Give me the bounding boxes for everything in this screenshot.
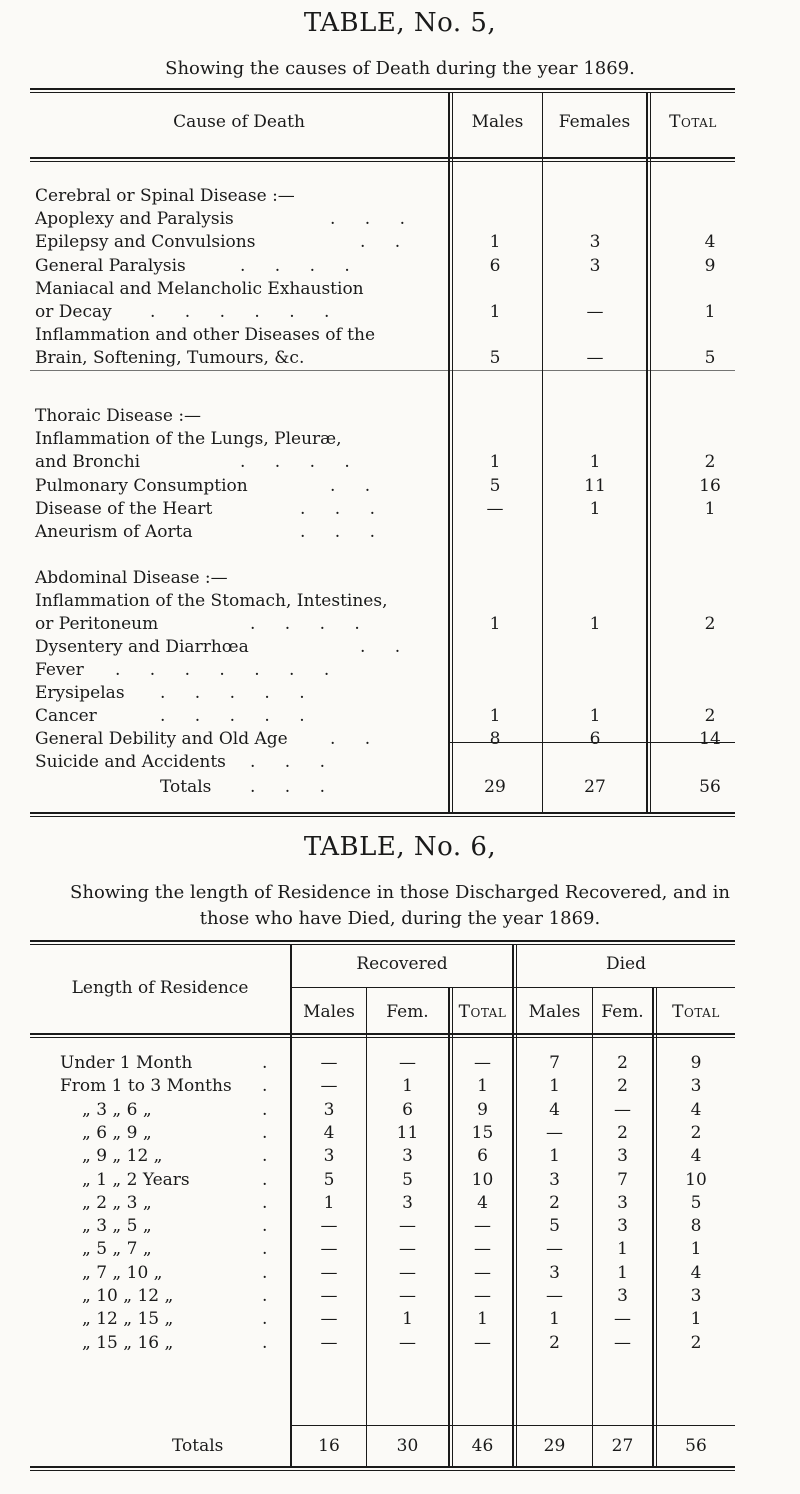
cell-df: 3 bbox=[617, 1286, 628, 1306]
cell-females: — bbox=[586, 302, 604, 322]
row-label: Brain, Softening, Tumours, &c. bbox=[35, 348, 305, 368]
cell-males: 6 bbox=[489, 256, 501, 276]
cell-dt: 4 bbox=[690, 1146, 702, 1166]
row-label: Pulmonary Consumption bbox=[35, 476, 248, 496]
cell-dm: 2 bbox=[549, 1333, 560, 1353]
cell-dm: 1 bbox=[549, 1309, 560, 1329]
row-label: „ 7 „ 10 „ bbox=[82, 1263, 163, 1283]
cell-dm: 3 bbox=[549, 1263, 560, 1283]
header-length-of-residence: Length of Residence bbox=[71, 978, 249, 998]
cell-males: 5 bbox=[489, 348, 501, 368]
row-label: From 1 to 3 Months bbox=[60, 1076, 232, 1096]
cell-rt: — bbox=[474, 1263, 491, 1283]
cell-dm: 5 bbox=[549, 1216, 560, 1236]
cell-dt: 8 bbox=[690, 1216, 702, 1236]
cell-rt: — bbox=[474, 1053, 491, 1073]
cell-rt: — bbox=[474, 1286, 491, 1306]
row-label: Thoraic Disease :— bbox=[35, 406, 202, 426]
table6-subtitle-line2: those who have Died, during the year 1869. bbox=[199, 908, 601, 929]
header-recovered: Recovered bbox=[356, 954, 448, 974]
cell-rt: 4 bbox=[477, 1193, 488, 1213]
cell-total: 14 bbox=[699, 729, 721, 749]
cell-rt: — bbox=[474, 1216, 491, 1236]
table6-subtitle-line1: Showing the length of Residence in those Discharged Recovered, and in bbox=[70, 882, 730, 903]
header-recovered-fem: Fem. bbox=[386, 1002, 429, 1022]
cell-females: 3 bbox=[589, 256, 601, 276]
cell-rf: 1 bbox=[402, 1309, 413, 1329]
cell-df: 2 bbox=[617, 1053, 628, 1073]
totals-died-total: 56 bbox=[685, 1436, 707, 1456]
header-cause-of-death: Cause of Death bbox=[173, 112, 305, 132]
cell-total: 4 bbox=[704, 232, 716, 252]
cell-dt: 10 bbox=[685, 1170, 707, 1190]
cell-rf: 6 bbox=[402, 1100, 413, 1120]
cell-rm: — bbox=[320, 1216, 338, 1236]
totals-recovered-total: 46 bbox=[471, 1436, 494, 1456]
cell-dm: 3 bbox=[549, 1170, 560, 1190]
cell-df: 1 bbox=[617, 1239, 628, 1259]
row-label: General Debility and Old Age bbox=[35, 729, 288, 749]
cell-rf: 11 bbox=[396, 1123, 419, 1143]
cell-total: 16 bbox=[699, 476, 721, 496]
cell-rm: — bbox=[320, 1263, 338, 1283]
cell-df: 3 bbox=[617, 1193, 628, 1213]
cell-total: 1 bbox=[704, 302, 716, 322]
cell-rm: — bbox=[320, 1309, 338, 1329]
cell-dm: — bbox=[546, 1286, 563, 1306]
header-recovered-total: Total bbox=[458, 1002, 507, 1022]
row-label: „ 9 „ 12 „ bbox=[82, 1146, 163, 1166]
cell-females: 1 bbox=[589, 706, 601, 726]
row-label: Erysipelas bbox=[35, 683, 125, 703]
header-males: Males bbox=[471, 112, 524, 132]
header-recovered-males: Males bbox=[303, 1002, 355, 1022]
row-label: Disease of the Heart bbox=[35, 499, 213, 519]
cell-rf: — bbox=[399, 1053, 416, 1073]
cell-total: 2 bbox=[704, 614, 716, 634]
cell-dt: 9 bbox=[690, 1053, 702, 1073]
totals-recovered-males: 16 bbox=[318, 1436, 340, 1456]
row-label: General Paralysis bbox=[35, 256, 186, 276]
cell-df: 3 bbox=[617, 1146, 628, 1166]
cell-total: 2 bbox=[704, 452, 716, 472]
cell-males: 5 bbox=[489, 476, 501, 496]
cell-dm: 7 bbox=[549, 1053, 560, 1073]
cell-rf: — bbox=[399, 1333, 416, 1353]
header-total: Total bbox=[669, 112, 717, 132]
cell-rf: 3 bbox=[402, 1193, 413, 1213]
row-label: Inflammation and other Diseases of the bbox=[35, 325, 376, 345]
cell-dm: 2 bbox=[549, 1193, 560, 1213]
cell-females: 1 bbox=[589, 452, 601, 472]
row-label: or Peritoneum bbox=[35, 614, 159, 634]
row-label: „ 10 „ 12 „ bbox=[82, 1286, 174, 1306]
cell-df: — bbox=[614, 1309, 631, 1329]
row-label: „ 15 „ 16 „ bbox=[82, 1333, 174, 1353]
cell-dt: 5 bbox=[690, 1193, 702, 1213]
cell-dm: 4 bbox=[549, 1100, 560, 1120]
row-label: Under 1 Month bbox=[60, 1053, 193, 1073]
cell-total: 1 bbox=[704, 499, 716, 519]
cell-rt: — bbox=[474, 1239, 491, 1259]
row-label: „ 1 „ 2 Years bbox=[82, 1170, 190, 1190]
cell-females: 6 bbox=[589, 729, 601, 749]
cell-rt: 15 bbox=[471, 1123, 494, 1143]
cell-dt: 4 bbox=[690, 1263, 702, 1283]
row-label: „ 12 „ 15 „ bbox=[82, 1309, 174, 1329]
cell-dm: — bbox=[546, 1239, 563, 1259]
row-label: Suicide and Accidents bbox=[35, 752, 226, 772]
cell-rt: 1 bbox=[477, 1076, 488, 1096]
cell-dt: 3 bbox=[690, 1076, 702, 1096]
cell-rm: 3 bbox=[323, 1100, 335, 1120]
cell-rm: — bbox=[320, 1076, 338, 1096]
row-label: Abdominal Disease :— bbox=[35, 568, 228, 588]
cell-rm: 1 bbox=[323, 1193, 335, 1213]
totals-females: 27 bbox=[584, 777, 606, 797]
table5-title: TABLE, No. 5, bbox=[303, 8, 497, 38]
totals-total: 56 bbox=[699, 777, 721, 797]
cell-rm: — bbox=[320, 1286, 338, 1306]
cell-dt: 2 bbox=[690, 1123, 702, 1143]
cell-rf: — bbox=[399, 1239, 416, 1259]
totals-recovered-fem: 30 bbox=[396, 1436, 419, 1456]
cell-females: 3 bbox=[589, 232, 601, 252]
cell-males: 1 bbox=[489, 614, 501, 634]
cell-dm: — bbox=[546, 1123, 563, 1143]
cell-males: 1 bbox=[489, 706, 501, 726]
header-females: Females bbox=[558, 112, 631, 132]
cell-dt: 1 bbox=[690, 1309, 702, 1329]
table6-title: TABLE, No. 6, bbox=[303, 832, 497, 862]
cell-df: 2 bbox=[617, 1123, 628, 1143]
cell-rm: — bbox=[320, 1333, 338, 1353]
cell-rf: 3 bbox=[402, 1146, 413, 1166]
cell-females: 1 bbox=[589, 614, 601, 634]
cell-rf: 5 bbox=[402, 1170, 413, 1190]
row-label: Maniacal and Melancholic Exhaustion bbox=[35, 279, 364, 299]
cell-rm: 3 bbox=[323, 1146, 335, 1166]
cell-males: 1 bbox=[489, 302, 501, 322]
totals-males: 29 bbox=[484, 777, 506, 797]
cell-df: 1 bbox=[617, 1263, 628, 1283]
header-died: Died bbox=[605, 954, 646, 974]
row-label: „ 2 „ 3 „ bbox=[82, 1193, 152, 1213]
row-label: „ 3 „ 6 „ bbox=[82, 1100, 152, 1120]
row-label: Fever bbox=[35, 660, 84, 680]
cell-rf: 1 bbox=[402, 1076, 413, 1096]
row-label: „ 5 „ 7 „ bbox=[82, 1239, 152, 1259]
cell-rf: — bbox=[399, 1263, 416, 1283]
cell-total: 5 bbox=[704, 348, 716, 368]
totals-label: Totals bbox=[160, 777, 212, 797]
header-died-fem: Fem. bbox=[601, 1002, 644, 1022]
totals-died-males: 29 bbox=[543, 1436, 566, 1456]
cell-rf: — bbox=[399, 1216, 416, 1236]
row-label: Cancer bbox=[35, 706, 97, 726]
totals-label: Totals bbox=[172, 1436, 224, 1456]
row-label: Cerebral or Spinal Disease :— bbox=[35, 186, 295, 206]
header-died-males: Males bbox=[528, 1002, 581, 1022]
cell-dm: 1 bbox=[549, 1146, 560, 1166]
cell-males: 1 bbox=[489, 232, 501, 252]
cell-females: 1 bbox=[589, 499, 601, 519]
cell-df: 7 bbox=[617, 1170, 628, 1190]
row-label: and Bronchi bbox=[35, 452, 141, 472]
cell-dt: 4 bbox=[690, 1100, 702, 1120]
cell-males: — bbox=[486, 499, 504, 519]
cell-df: — bbox=[614, 1333, 631, 1353]
cell-females: — bbox=[586, 348, 604, 368]
cell-dt: 3 bbox=[690, 1286, 702, 1306]
row-label: or Decay bbox=[35, 302, 112, 322]
cell-dt: 2 bbox=[690, 1333, 702, 1353]
cell-rf: — bbox=[399, 1286, 416, 1306]
cell-dm: 1 bbox=[549, 1076, 560, 1096]
cell-females: 11 bbox=[584, 476, 606, 496]
cell-rm: — bbox=[320, 1053, 338, 1073]
row-label: Apoplexy and Paralysis bbox=[35, 209, 234, 229]
cell-rm: 5 bbox=[323, 1170, 335, 1190]
cell-rt: — bbox=[474, 1333, 491, 1353]
cell-df: 2 bbox=[617, 1076, 628, 1096]
totals-died-fem: 27 bbox=[611, 1436, 634, 1456]
cell-df: — bbox=[614, 1100, 631, 1120]
cell-total: 9 bbox=[704, 256, 716, 276]
cell-males: 8 bbox=[489, 729, 501, 749]
cell-rt: 10 bbox=[471, 1170, 494, 1190]
header-died-total: Total bbox=[672, 1002, 720, 1022]
table5-subtitle: Showing the causes of Death during the year 1869. bbox=[165, 58, 635, 79]
row-label: Inflammation of the Stomach, Intestines, bbox=[35, 591, 388, 611]
cell-rt: 6 bbox=[477, 1146, 488, 1166]
cell-rm: 4 bbox=[323, 1123, 335, 1143]
cell-rt: 9 bbox=[477, 1100, 488, 1120]
cell-rm: — bbox=[320, 1239, 338, 1259]
row-label: „ 6 „ 9 „ bbox=[82, 1123, 152, 1143]
row-label: Inflammation of the Lungs, Pleuræ, bbox=[35, 429, 342, 449]
row-label: Dysentery and Diarrhœa bbox=[35, 637, 249, 657]
cell-total: 2 bbox=[704, 706, 716, 726]
row-label: „ 3 „ 5 „ bbox=[82, 1216, 152, 1236]
row-label: Aneurism of Aorta bbox=[35, 522, 193, 542]
cell-dt: 1 bbox=[690, 1239, 702, 1259]
cell-rt: 1 bbox=[477, 1309, 488, 1329]
cell-df: 3 bbox=[617, 1216, 628, 1236]
row-label: Epilepsy and Convulsions bbox=[35, 232, 256, 252]
cell-males: 1 bbox=[489, 452, 501, 472]
